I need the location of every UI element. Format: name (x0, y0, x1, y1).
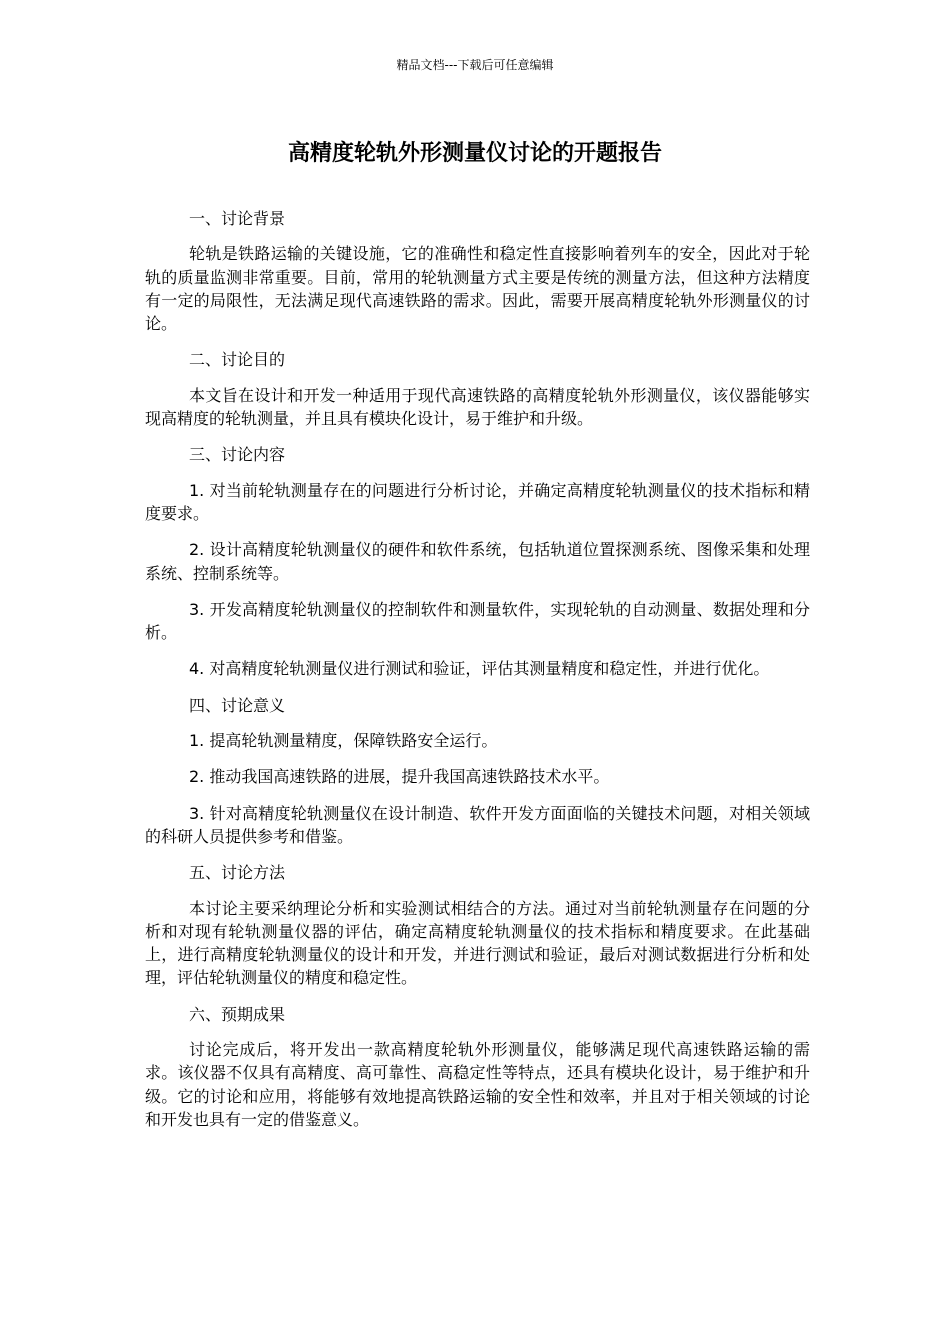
paragraph: 本讨论主要采纳理论分析和实验测试相结合的方法。通过对当前轮轨测量存在问题的分析和对现有轮轨测量仪器的评估，确定高精度轮轨测量仪的技术指标和精度要求。在此基础上，进行高精度轮轨测量仪的设计和开发，并进行测试和验证，最后对测试数据进行分析和处理，评估轮轨测量仪的精度和稳定性。 (145, 898, 810, 988)
paragraph: 讨论完成后，将开发出一款高精度轮轨外形测量仪，能够满足现代高速铁路运输的需求。该仪器不仅具有高精度、高可靠性、高稳定性等特点，还具有模块化设计，易于维护和升级。它的讨论和应用，将能够有效地提高铁路运输的安全性和效率，并且对于相关领域的讨论和开发也具有一定的借鉴意义。 (145, 1040, 810, 1129)
section-method (145, 861, 810, 989)
document-body (145, 207, 810, 1131)
list-item: 3. 开发高精度轮轨测量仪的控制软件和测量软件，实现轮轨的自动测量、数据处理和分析。 (145, 599, 810, 643)
list-item: 3. 针对高精度轮轨测量仪在设计制造、软件开发方面面临的关键技术问题，对相关领域的科研人员提供参考和借鉴。 (145, 803, 810, 846)
list-item: 2. 设计高精度轮轨测量仪的硬件和软件系统，包括轨道位置探测系统、图像采集和处理系统、控制系统等。 (145, 540, 810, 583)
section-heading: 五、讨论方法 (189, 863, 286, 883)
section-content (145, 443, 810, 680)
section-heading: 二、讨论目的 (189, 350, 286, 370)
list-item: 1. 提高轮轨测量精度，保障铁路安全运行。 (189, 731, 498, 751)
section-background (145, 207, 810, 335)
list-item: 2. 推动我国高速铁路的进展，提升我国高速铁路技术水平。 (189, 767, 610, 787)
section-expected-results (145, 1003, 810, 1131)
page-header: 精品文档---下载后可任意编辑 (396, 58, 554, 72)
section-heading: 六、预期成果 (189, 1004, 286, 1024)
paragraph: 本文旨在设计和开发一种适用于现代高速铁路的高精度轮轨外形测量仪，该仪器能够实现高精度的轮轨测量，并且具有模块化设计，易于维护和升级。 (145, 385, 810, 429)
list-item: 4. 对高精度轮轨测量仪进行测试和验证，评估其测量精度和稳定性，并进行优化。 (189, 659, 770, 679)
section-significance (145, 694, 810, 848)
list-item: 1. 对当前轮轨测量存在的问题进行分析讨论，并确定高精度轮轨测量仪的技术指标和精度要求。 (145, 480, 810, 523)
document-title: 高精度轮轨外形测量仪讨论的开题报告 (287, 141, 662, 166)
section-purpose (145, 348, 810, 430)
paragraph: 轮轨是铁路运输的关键设施，它的准确性和稳定性直接影响着列车的安全，因此对于轮轨的质量监测非常重要。目前，常用的轮轨测量方式主要是传统的测量方法，但这种方法精度有一定的局限性，无法满足现代高速铁路的需求。因此，需要开展高精度轮轨外形测量仪的讨论。 (145, 244, 810, 334)
section-heading: 四、讨论意义 (189, 695, 286, 715)
section-heading: 三、讨论内容 (189, 445, 286, 465)
section-heading: 一、讨论背景 (189, 209, 286, 228)
